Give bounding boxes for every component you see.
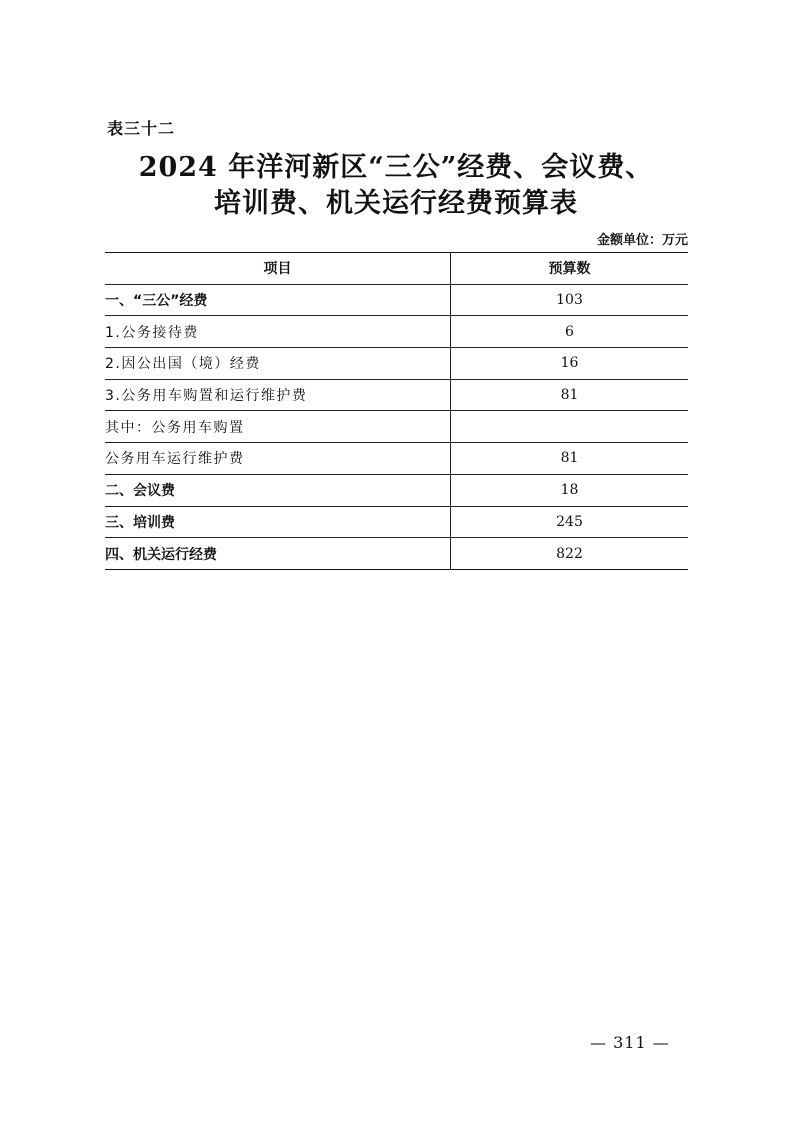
row-item: 四、机关运行经费 [105, 538, 451, 570]
row-item: 一、“三公”经费 [105, 284, 451, 316]
page-number: — 311 — [590, 1033, 670, 1052]
table-row [105, 538, 688, 570]
document-title-line-1: 2024 年洋河新区“三公”经费、会议费、 [138, 152, 654, 183]
row-value: 16 [451, 348, 689, 380]
unit-label: 金额单位：万元 [596, 233, 688, 248]
row-item: 3.公务用车购置和运行维护费 [105, 379, 451, 411]
row-item: 其中：公务用车购置 [105, 411, 451, 443]
row-item: 二、会议费 [105, 474, 451, 506]
header-value: 预算数 [451, 253, 689, 285]
row-value: 81 [451, 443, 689, 475]
row-value [451, 411, 689, 443]
table-row [105, 316, 688, 348]
table-row [105, 474, 688, 506]
table-row [105, 379, 688, 411]
table-label: 表三十二 [107, 119, 176, 138]
table-row [105, 284, 688, 316]
row-value: 822 [451, 538, 689, 570]
budget-table [105, 252, 688, 570]
table-header-row [105, 253, 688, 285]
table-row [105, 348, 688, 380]
row-value: 6 [451, 316, 689, 348]
row-item: 1.公务接待费 [105, 316, 451, 348]
table-row [105, 443, 688, 475]
row-value: 81 [451, 379, 689, 411]
row-item: 2.因公出国（境）经费 [105, 348, 451, 380]
row-item: 三、培训费 [105, 506, 451, 538]
table-row [105, 506, 688, 538]
row-item: 公务用车运行维护费 [105, 443, 451, 475]
row-value: 245 [451, 506, 689, 538]
document-title-line-2: 培训费、机关运行经费预算表 [214, 188, 578, 219]
row-value: 103 [451, 284, 689, 316]
header-item: 项目 [105, 253, 451, 285]
row-value: 18 [451, 474, 689, 506]
table-row [105, 411, 688, 443]
